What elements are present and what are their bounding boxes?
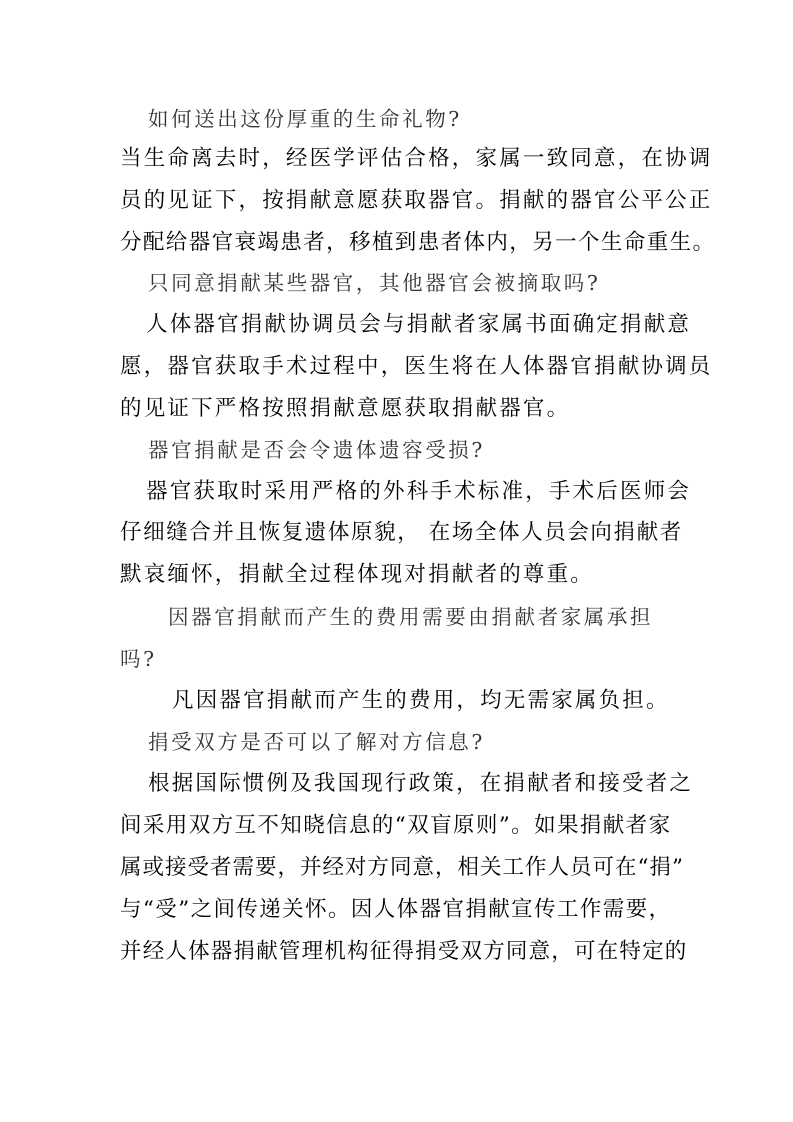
answer-5-line-2: 间采用双方互不知晓信息的“双盲原则”。如果捐献者家 — [120, 813, 672, 838]
answer-3-line-1: 器官获取时采用严格的外科手术标准，手术后医师会 — [146, 479, 692, 504]
answer-2-line-1: 人体器官捐献协调员会与捐献者家属书面确定捐献意 — [146, 312, 692, 337]
answer-1-line-3: 分配给器官衰竭患者，移植到患者体内，另一个生命重生。 — [120, 230, 716, 255]
answer-5-line-5: 并经人体器捐献管理机构征得捐受双方同意，可在特定的 — [120, 939, 688, 964]
answer-3-line-2: 仔细缝合并且恢复遗体原貌， 在场全体人员会向捐献者 — [120, 520, 683, 545]
answer-3-line-3: 默哀缅怀，捐献全过程体现对捐献者的尊重。 — [120, 562, 595, 587]
question-1: 如何送出这份厚重的生命礼物? — [148, 107, 462, 131]
question-2: 只同意捐献某些器官，其他器官会被摘取吗? — [148, 271, 601, 295]
answer-5-line-3: 属或接受者需要，并经对方同意，相关工作人员可在“捐” — [120, 855, 684, 880]
question-5: 捐受双方是否可以了解对方信息? — [148, 730, 485, 754]
answer-5-line-4: 与“受”之间传递关怀。因人体器官捐献宣传工作需要， — [120, 897, 672, 922]
answer-4-line-1: 凡因器官捐献而产生的费用，均无需家属负担。 — [172, 688, 670, 713]
answer-2-line-2: 愿，器官获取手术过程中，医生将在人体器官捐献协调员 — [120, 354, 713, 379]
answer-1-line-1: 当生命离去时，经医学评估合格，家属一致同意，在协调 — [120, 146, 713, 171]
answer-5-line-1: 根据国际惯例及我国现行政策，在捐献者和接受者之 — [148, 771, 694, 796]
answer-1-line-2: 员的见证下，按捐献意愿获取器官。捐献的器官公平公正 — [120, 188, 713, 213]
question-4-line-2: 吗? — [120, 647, 157, 671]
question-4-line-1: 因器官捐献而产生的费用需要由捐献者家属承担 — [168, 605, 654, 629]
answer-2-line-3: 的见证下严格按照捐献意愿获取捐献器官。 — [120, 396, 571, 421]
question-3: 器官捐献是否会令遗体遗容受损? — [148, 438, 485, 462]
